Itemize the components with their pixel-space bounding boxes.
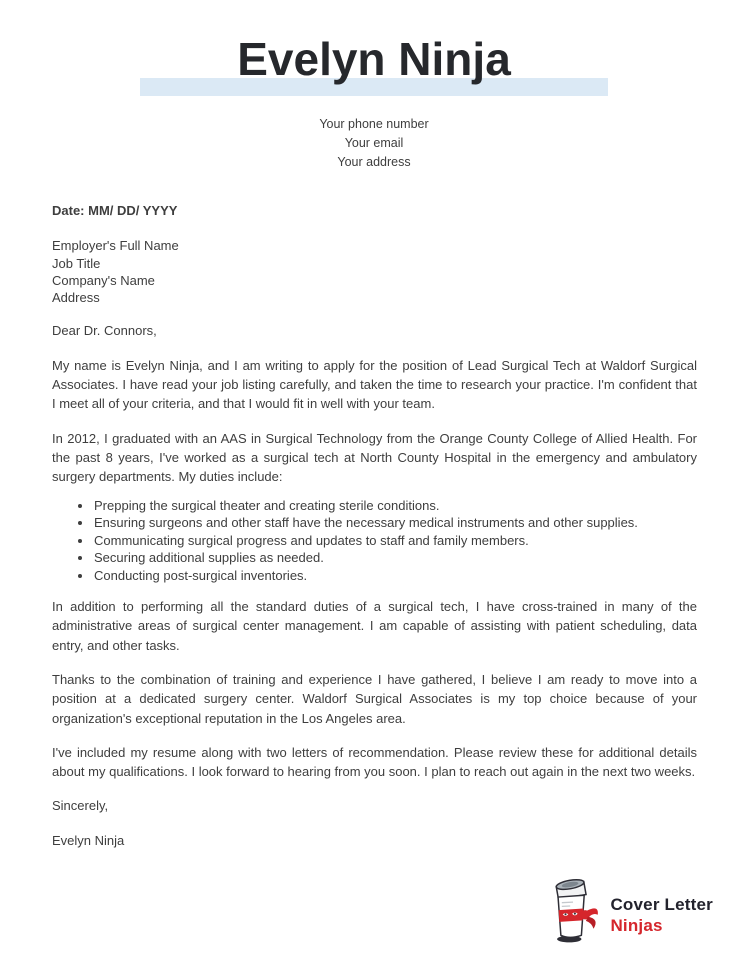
recipient-job-title: Job Title (52, 255, 101, 271)
salutation: Dear Dr. Connors, (52, 323, 157, 339)
recipient-block (52, 237, 697, 306)
logo-wordmark (610, 894, 713, 936)
paragraph-motivation: Thanks to the combination of training and experience I have gathered, I believe I am ready to move into a position at a dedicated surgery center. Waldorf Surgical Associates is my top choice because of your organization's exceptional reputation in the Los Angeles area. (52, 671, 697, 726)
logo-line-ninjas: Ninjas (610, 915, 663, 935)
cover-letter-ninjas-logo (545, 879, 713, 950)
recipient-address: Address (52, 290, 100, 306)
duties-list (52, 497, 697, 585)
contact-phone: Your phone number (319, 117, 429, 131)
logo-line-cover-letter: Cover Letter (610, 894, 713, 914)
duty-item: • Ensuring surgeons and other staff have the necessary medical instruments and other supplies. (93, 514, 697, 532)
duty-item: • Communicating surgical progress and updates to staff and family members. (93, 532, 697, 550)
duty-item: • Prepping the surgical theater and creating sterile conditions. (93, 497, 697, 515)
paragraph-follow-up: I've included my resume along with two letters of recommendation. Please review these for additional details about my qualifications. I look forward to hearing from you soon. I plan to reach out again in the next two weeks. (52, 744, 697, 780)
ninja-scroll-mascot-icon (545, 879, 601, 950)
signature-name: Evelyn Ninja (52, 832, 125, 848)
paragraph-admin-skills: In addition to performing all the standard duties of a surgical tech, I have cross-trained in many of the administrative areas of surgical center management. I am capable of assisting with patient scheduling, data entry, and other tasks. (52, 599, 697, 653)
duty-item: • Securing additional supplies as needed. (93, 549, 697, 567)
paragraph-intro: My name is Evelyn Ninja, and I am writing to apply for the position of Lead Surgical Tech at Waldorf Surgical Associates. I have read your job listing carefully, and taken the time to research your practice. I'm confident that I meet all of your criteria, and that I would fit in well with your team. (52, 357, 697, 412)
closing-line: Sincerely, (52, 798, 109, 814)
recipient-company: Company's Name (52, 272, 155, 288)
letter-header (0, 0, 748, 100)
contact-block (0, 115, 748, 172)
letter-body (52, 201, 697, 850)
recipient-name: Employer's Full Name (52, 238, 179, 254)
contact-email: Your email (344, 136, 404, 150)
applicant-name-title: Evelyn Ninja (237, 33, 511, 85)
contact-address: Your address (337, 155, 411, 169)
date-line: Date: MM/ DD/ YYYY (52, 203, 178, 218)
paragraph-experience: In 2012, I graduated with an AAS in Surgical Technology from the Orange County College of Allied Health. For the past 8 years, I've worked as a surgical tech at North County Hospital in the emergency and ambulatory surgery departments. My duties include: (52, 430, 697, 485)
duty-item: • Conducting post-surgical inventories. (93, 567, 697, 585)
